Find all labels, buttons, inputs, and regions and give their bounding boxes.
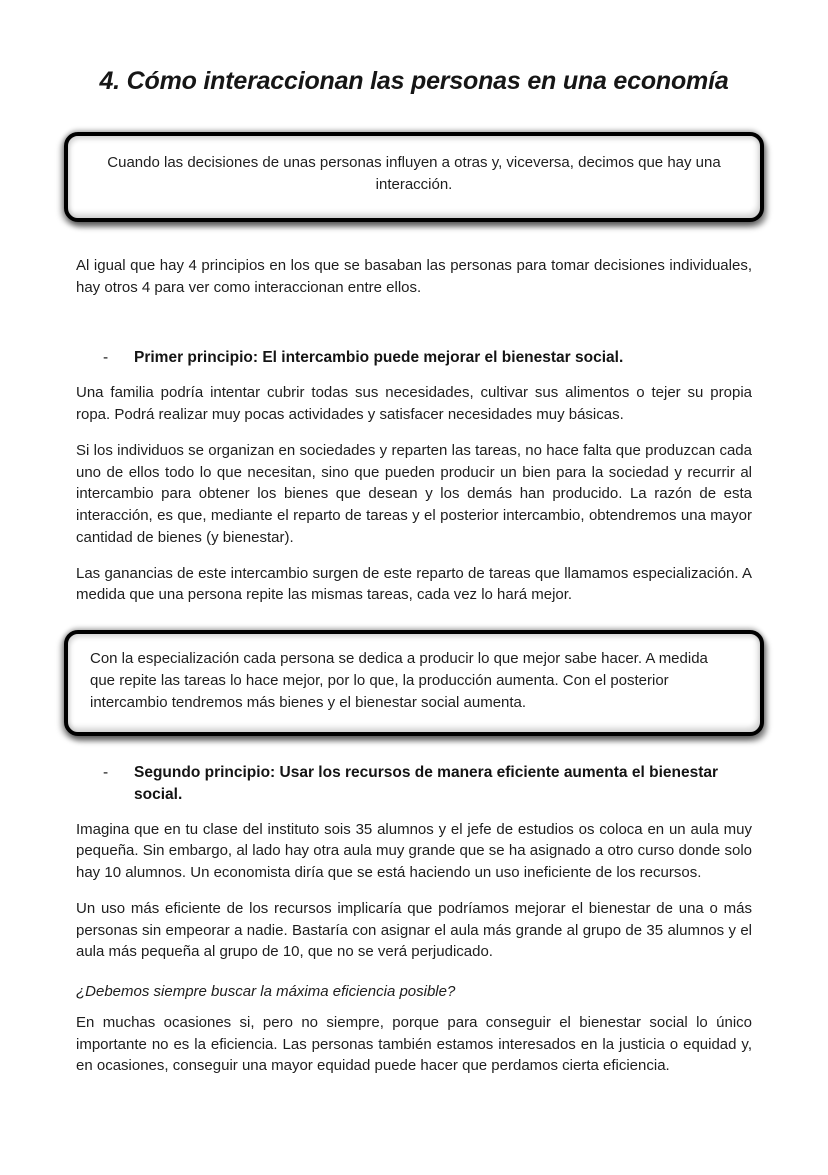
principle-1-paragraph-1: Una familia podría intentar cubrir todas sus necesidades, cultivar sus alimentos o tejer su propia ropa. Podrá realizar muy pocas actividades y satisfacer necesidades muy básicas.	[76, 384, 752, 423]
specialization-callout-box	[64, 630, 764, 736]
intro-paragraph: Al igual que hay 4 principios en los que se basaban las personas para tomar decisiones individuales, hay otros 4 para ver como interaccionan entre ellos.	[76, 257, 752, 296]
bullet-dash: -	[103, 348, 109, 366]
principle-2-paragraph-1: Imagina que en tu clase del instituto sois 35 alumnos y el jefe de estudios os coloca en un aula muy pequeña. Sin embargo, al lado hay otra aula muy grande que se ha asignado a otro curso donde solo hay 10 alumnos. Un economista diría que se está haciendo un uso ineficiente de los recursos.	[76, 820, 752, 881]
page-title: 4. Cómo interaccionan las personas en una economía	[99, 67, 729, 95]
closing-paragraph: En muchas ocasiones si, pero no siempre, porque para conseguir el bienestar social lo único importante no es la eficiencia. Las personas también estamos interesados en la justicia o equidad y, en ocasiones, conseguir una mayor equidad puede hacer que perdamos cierta eficiencia.	[76, 1013, 752, 1075]
principle-1-heading-text: Primer principio: El intercambio puede mejorar el bienestar social.	[134, 348, 624, 366]
definition-callout-box	[64, 132, 764, 222]
bullet-dash: -	[103, 764, 109, 781]
principle-1-paragraph-2: Si los individuos se organizan en sociedades y reparten las tareas, no hace falta que produzcan cada uno de ellos todo lo que necesitan, sino que pueden producir un bien para la sociedad y recurrir al intercambio para obtener los bienes que desean y los demás han producido. La razón de esta interacción, es que, mediante el reparto de tareas y el posterior intercambio, obtendremos una mayor cantidad de bienes (y bienestar).	[76, 441, 752, 546]
specialization-callout-text: Con la especialización cada persona se dedica a producir lo que mejor sabe hacer. A medida que repite las tareas lo hace mejor, por lo que, la producción aumenta. Con el posterior intercambio tendremos más bienes y el bienestar social aumenta.	[90, 650, 708, 711]
principle-2-paragraph-2: Un uso más eficiente de los recursos implicaría que podríamos mejorar el bienestar de una o más personas sin empeorar a nadie. Bastaría con asignar el aula más grande al grupo de 35 alumnos y el aula más pequeña al grupo de 10, que no se verá perjudicado.	[76, 899, 752, 961]
principle-2-heading-text: Segundo principio: Usar los recursos de manera eficiente aumenta el bienestar social.	[134, 764, 719, 803]
principle-1-heading	[76, 347, 752, 369]
principle-1-paragraph-3: Las ganancias de este intercambio surgen de este reparto de tareas que llamamos especialización. A medida que una persona repite las mismas tareas, cada vez lo hará mejor.	[76, 564, 752, 604]
definition-callout-text: Cuando las decisiones de unas personas influyen a otras y, viceversa, decimos que hay una interacción.	[107, 154, 721, 193]
principle-2-heading	[76, 762, 752, 806]
efficiency-question: ¿Debemos siempre buscar la máxima eficiencia posible?	[76, 983, 456, 1000]
